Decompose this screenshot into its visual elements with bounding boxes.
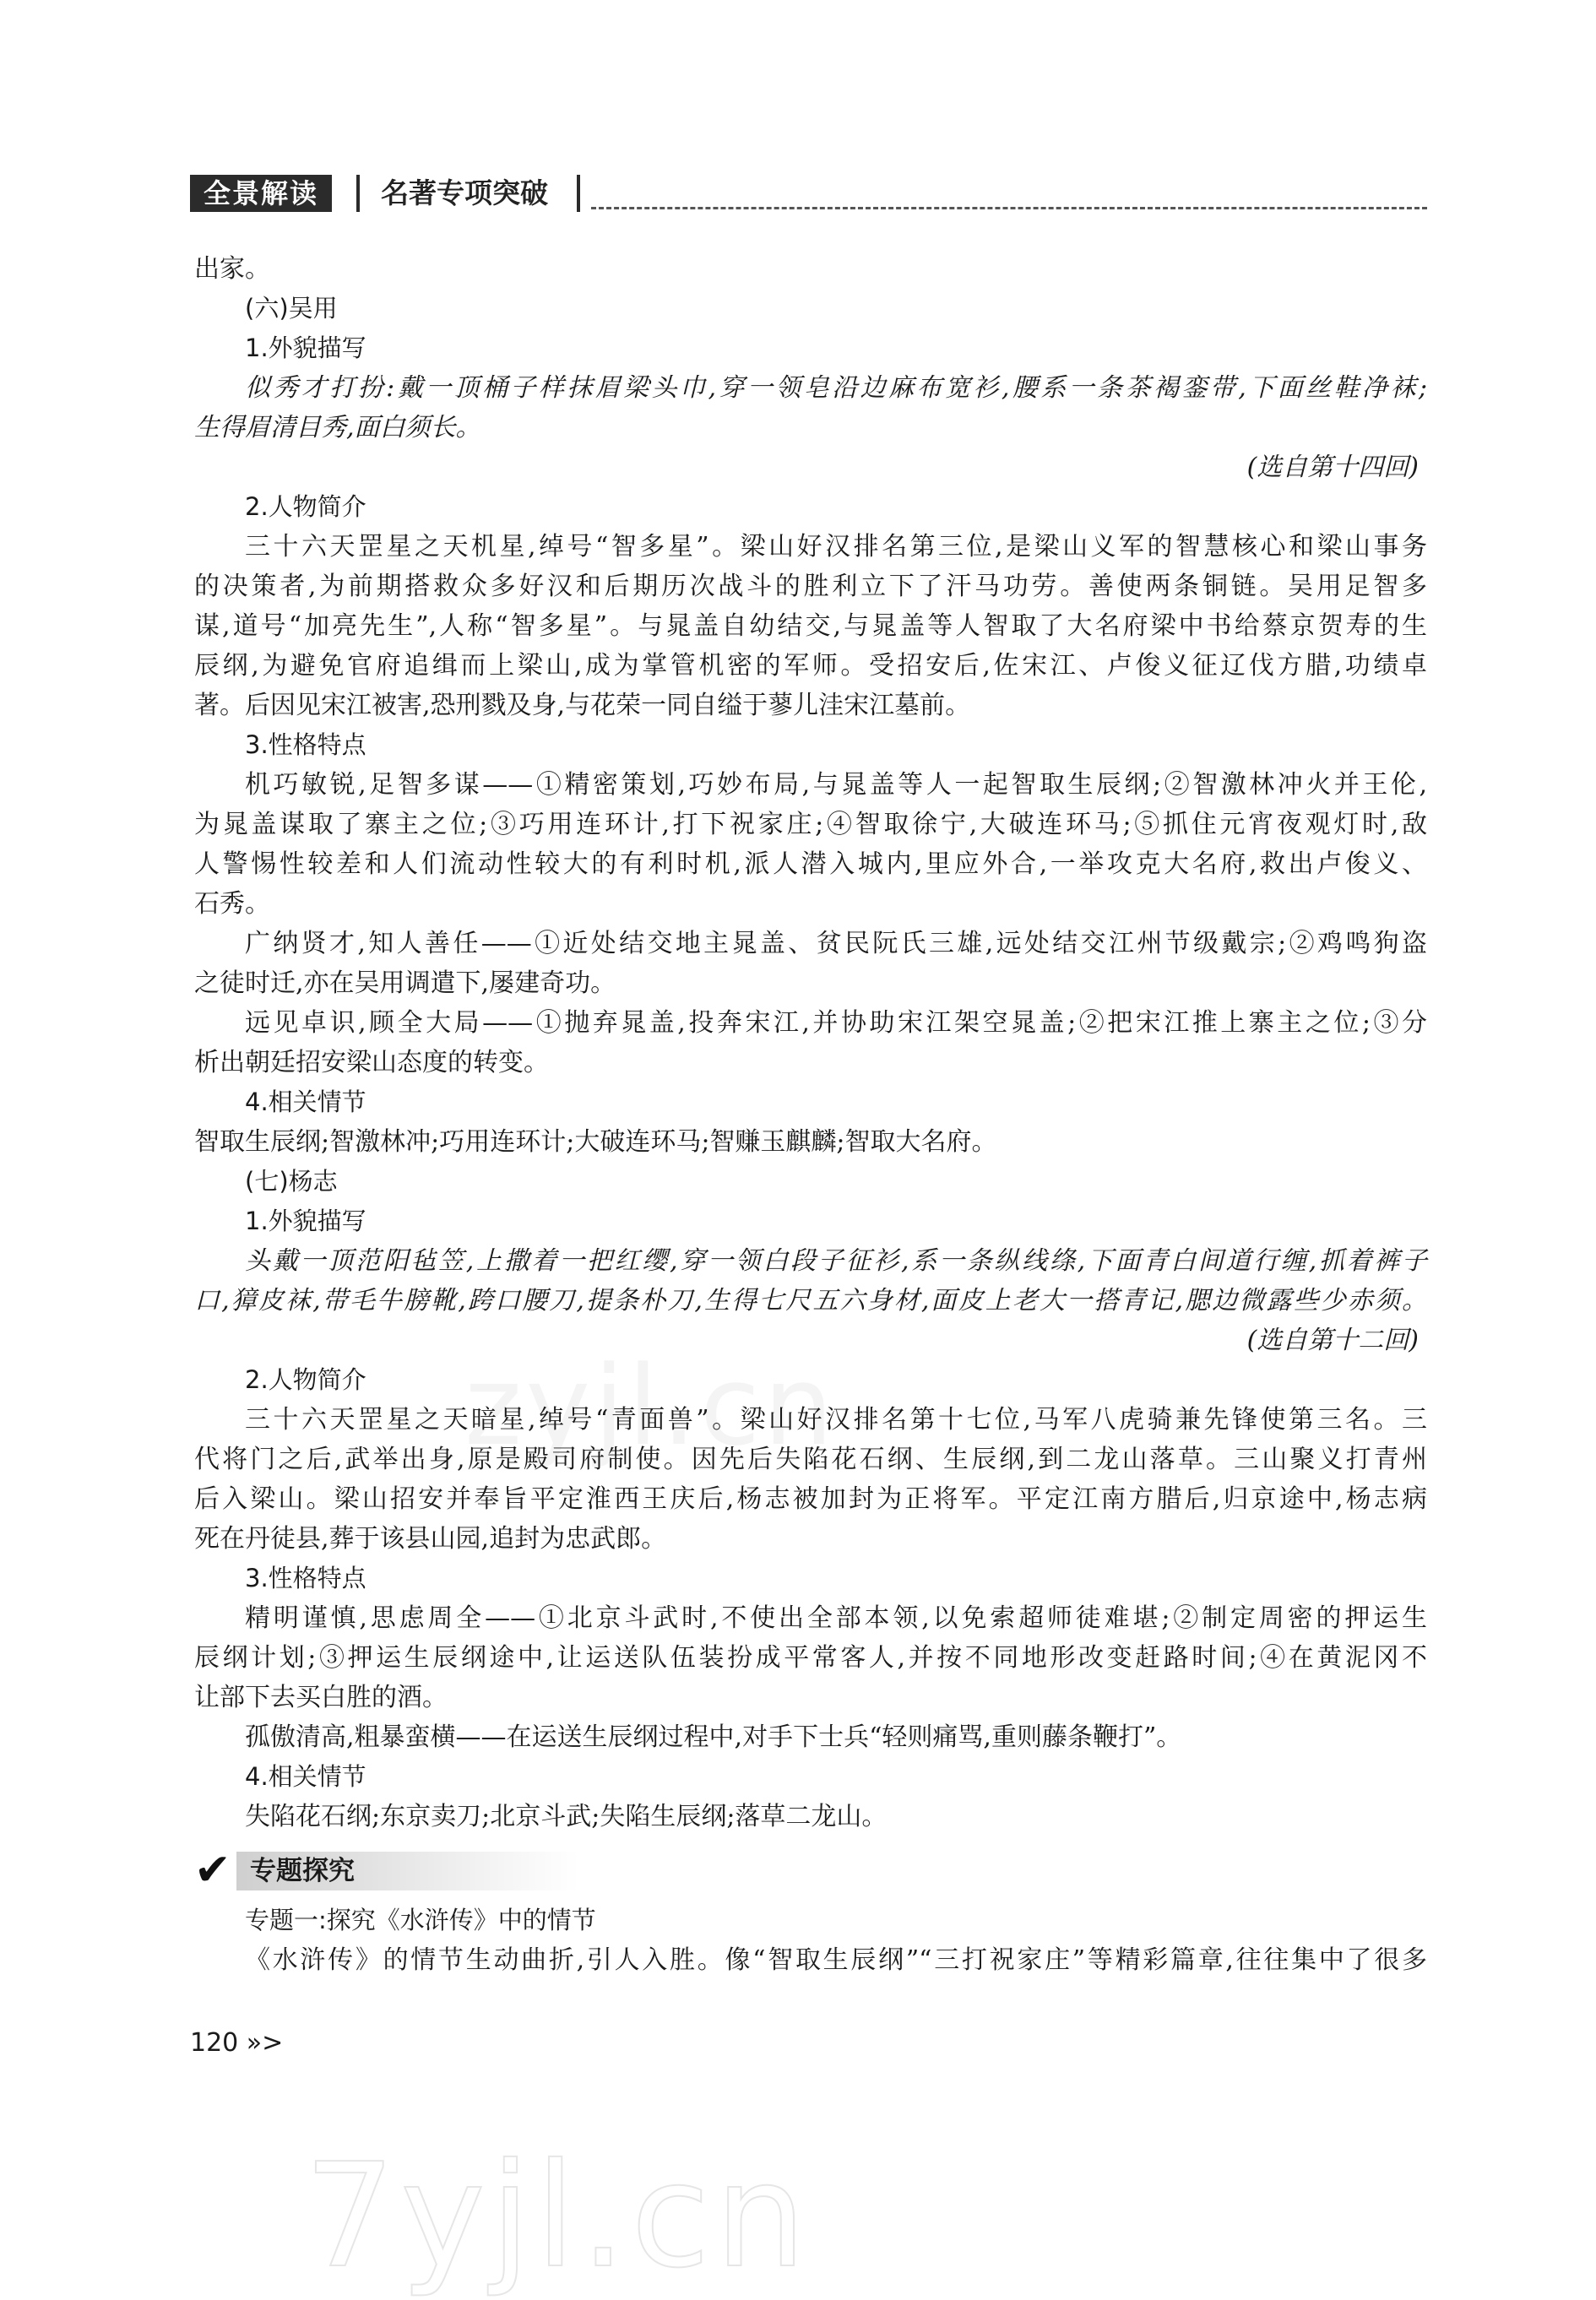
paragraph-line: 著。后因见宋江被害,恐刑戮及身,与花荣一同自缢于蓼儿洼宋江墓前。	[194, 691, 971, 720]
page-number: 120 »>	[190, 2028, 284, 2058]
paragraph-line: 之徒时迁,亦在吴用调遣下,屡建奇功。	[194, 968, 616, 998]
subsection-heading: 4.相关情节	[245, 1762, 366, 1791]
paragraph-line: 三十六天罡星之天机星,绰号“智多星”。梁山好汉排名第三位,是梁山义军的智慧核心和梁山事务	[245, 532, 1427, 561]
paragraph-line: 出家。	[194, 254, 270, 284]
subsection-heading: 3.性格特点	[245, 730, 366, 759]
topic-heading: 专题一:探究《水浒传》中的情节	[245, 1906, 596, 1934]
paragraph-line: 的决策者,为前期搭救众多好汉和后期历次战斗的胜利立下了汗马功劳。善使两条铜链。吴用足智多	[194, 572, 1427, 601]
section-heading: (六)吴用	[245, 294, 338, 323]
section-banner	[194, 1845, 1427, 1896]
subsection-heading: 3.性格特点	[245, 1564, 366, 1592]
paragraph-line: 广纳贤才,知人善任——①近处结交地主晁盖、贫民阮氏三雄,远处结交江州节级戴宗;②鸡鸣狗盗	[245, 929, 1427, 958]
paragraph-line: 智取生辰纲;智激林冲;巧用连环计;大破连环马;智赚玉麒麟;智取大名府。	[194, 1127, 997, 1157]
paragraph-line: 辰纲,为避免官府追缉而上梁山,成为掌管机密的军师。受招安后,佐宋江、卢俊义征辽伐方腊,功绩卓	[194, 651, 1427, 681]
subsection-heading: 1.外貌描写	[245, 1207, 366, 1235]
subsection-heading: 2.人物简介	[245, 1365, 366, 1394]
paragraph-line: 三十六天罡星之天暗星,绰号“青面兽”。梁山好汉排名第十七位,马军八虎骑兼先锋使第三名。三	[245, 1405, 1427, 1435]
paragraph-line: 口,獐皮袜,带毛牛膀靴,跨口腰刀,提条朴刀,生得七尺五六身材,面皮上老大一搭青记,腮边微露些少赤须。	[194, 1286, 1427, 1315]
header-divider	[577, 175, 580, 212]
paragraph-line: 《水浒传》的情节生动曲折,引人入胜。像“智取生辰纲”“三打祝家庄”等精彩篇章,往往集中了很多	[245, 1945, 1427, 1975]
paragraph-line: 头戴一顶范阳毡笠,上撒着一把红缨,穿一领白段子征衫,系一条纵线绦,下面青白间道行缠,抓着裤子	[245, 1246, 1427, 1276]
paragraph-line: 孤傲清高,粗暴蛮横——在运送生辰纲过程中,对手下士兵“轻则痛骂,重则藤条鞭打”。	[245, 1722, 1182, 1752]
paragraph-line: 辰纲计划;③押运生辰纲途中,让运送队伍装扮成平常客人,并按不同地形改变赶路时间;④在黄泥冈不	[194, 1643, 1427, 1673]
header-divider	[356, 175, 360, 212]
paragraph-line: 让部下去买白胜的酒。	[194, 1683, 448, 1712]
paragraph-line: 远见卓识,顾全大局——①抛弃晁盖,投奔宋江,并协助宋江架空晁盖;②把宋江推上寨主之位;③分	[245, 1008, 1427, 1038]
paragraph-line: 为晁盖谋取了寨主之位;③巧用连环计,打下祝家庄;④智取徐宁,大破连环马;⑤抓住元宵夜观灯时,敌	[194, 810, 1427, 839]
paragraph-line: 死在丹徒县,葬于该县山园,追封为忠武郎。	[194, 1524, 667, 1554]
paragraph-line: 机巧敏锐,足智多谋——①精密策划,巧妙布局,与晁盖等人一起智取生辰纲;②智激林冲火并王伦,	[245, 770, 1427, 800]
subsection-heading: 2.人物简介	[245, 492, 366, 521]
paragraph-line: 代将门之后,武举出身,原是殿司府制使。因先后失陷花石纲、生辰纲,到二龙山落草。三山聚义打青州	[194, 1445, 1427, 1474]
paragraph-line: 石秀。	[194, 889, 270, 919]
paragraph-line: 生得眉清目秀,面白须长。	[194, 413, 481, 442]
header-series-title: 名著专项突破	[381, 176, 548, 209]
source-note: (选自第十二回)	[1246, 1326, 1419, 1355]
paragraph-line: 谋,道号“加亮先生”,人称“智多星”。与晁盖自幼结交,与晁盖等人智取了大名府梁中书给蔡京贺寿的生	[194, 611, 1427, 641]
paragraph-line: 析出朝廷招安梁山态度的转变。	[194, 1048, 549, 1077]
watermark: 7yjl.cn	[304, 2133, 812, 2300]
header-badge: 全景解读	[190, 175, 332, 212]
section-title: 专题探究	[236, 1852, 579, 1890]
paragraph-line: 人警惕性较差和人们流动性较大的有利时机,派人潜入城内,里应外合,一举攻克大名府,救出卢俊义、	[194, 849, 1427, 879]
document-body	[194, 249, 1427, 1980]
paragraph-line: 精明谨慎,思虑周全——①北京斗武时,不使出全部本领,以免索超师徒难堪;②制定周密的押运生	[245, 1603, 1427, 1633]
section-heading: (七)杨志	[245, 1167, 338, 1196]
subsection-heading: 1.外貌描写	[245, 334, 366, 362]
check-icon: ✔	[194, 1845, 231, 1896]
paragraph-line: 失陷花石纲;东京卖刀;北京斗武;失陷生辰纲;落草二龙山。	[245, 1802, 888, 1831]
page-header	[190, 173, 1427, 215]
source-note: (选自第十四回)	[1246, 453, 1419, 482]
subsection-heading: 4.相关情节	[245, 1088, 366, 1116]
paragraph-line: 后入梁山。梁山招安并奉旨平定淮西王庆后,杨志被加封为正将军。平定江南方腊后,归京途中,杨志病	[194, 1484, 1427, 1514]
paragraph-line: 似秀才打扮:戴一顶桶子样抹眉梁头巾,穿一领皂沿边麻布宽衫,腰系一条茶褐銮带,下面丝鞋净袜;	[245, 373, 1427, 403]
header-dashed-rule	[591, 207, 1427, 209]
